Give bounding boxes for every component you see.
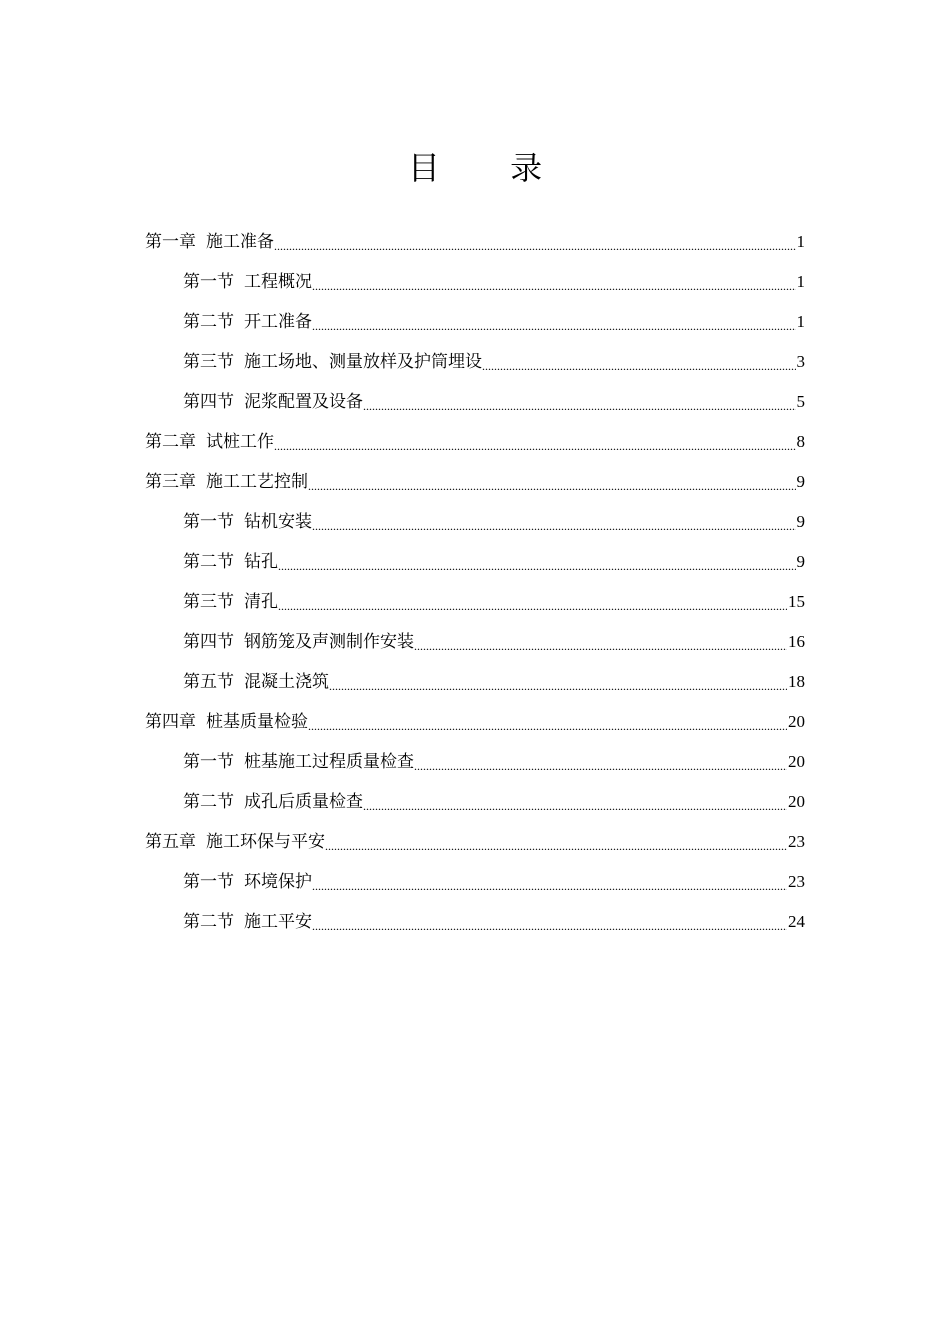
- toc-entry-text: 试桩工作: [206, 432, 274, 452]
- toc-entry[interactable]: [0, 662, 805, 702]
- toc-entry[interactable]: [0, 342, 805, 382]
- toc-entry[interactable]: [0, 302, 805, 342]
- toc-entry-number: 第二节: [183, 552, 234, 572]
- toc-entry[interactable]: [0, 582, 805, 622]
- toc-entry[interactable]: [0, 822, 805, 862]
- toc-leader-dots: [274, 422, 796, 462]
- toc-entry[interactable]: [0, 462, 805, 502]
- toc-entry-number: 第四节: [183, 632, 234, 652]
- toc-entry-number: 第三章: [145, 472, 196, 492]
- toc-entry[interactable]: [0, 902, 805, 942]
- toc-entry[interactable]: [0, 622, 805, 662]
- toc-entry-text: 钻孔: [244, 552, 278, 572]
- toc-entry-text: 混凝土浇筑: [244, 672, 329, 692]
- toc-entry[interactable]: [0, 862, 805, 902]
- toc-leader-dots: [312, 502, 796, 542]
- toc-entry-text: 施工工艺控制: [206, 472, 308, 492]
- toc-entry-page: 1: [796, 272, 805, 291]
- toc-entry-number: 第一节: [183, 752, 234, 772]
- toc-leader-dots: [414, 622, 787, 662]
- toc-leader-dots: [363, 382, 796, 422]
- toc-leader-dots: [312, 302, 796, 342]
- toc-entry-text: 施工环保与平安: [206, 832, 325, 852]
- toc-entry-text: 施工场地、测量放样及护筒埋设: [244, 352, 482, 372]
- toc-entry-number: 第三节: [183, 352, 234, 372]
- toc-entry-page: 24: [788, 912, 805, 931]
- toc-entry-text: 桩基施工过程质量检查: [244, 752, 414, 772]
- toc-entry-page: 16: [788, 632, 805, 651]
- toc-entry-number: 第二章: [145, 432, 196, 452]
- toc-leader-dots: [325, 822, 787, 862]
- toc-leader-dots: [312, 262, 796, 302]
- toc-entry-number: 第二节: [183, 312, 234, 332]
- toc-entry-page: 9: [796, 512, 805, 531]
- toc-entry-number: 第一节: [183, 512, 234, 532]
- toc-entry-number: 第一节: [183, 272, 234, 292]
- toc-entry[interactable]: [0, 782, 805, 822]
- toc-entry-number: 第五章: [145, 832, 196, 852]
- toc-entry-text: 泥浆配置及设备: [244, 392, 363, 412]
- toc-entry-text: 钢筋笼及声测制作安装: [244, 632, 414, 652]
- toc-entry-page: 20: [788, 792, 805, 811]
- toc-leader-dots: [312, 902, 787, 942]
- toc-entry[interactable]: [0, 742, 805, 782]
- toc-entry-page: 20: [788, 712, 805, 731]
- toc-entry-number: 第一章: [145, 232, 196, 252]
- toc-entry-text: 清孔: [244, 592, 278, 612]
- toc-entry-page: 9: [796, 472, 805, 491]
- toc-entry-text: 桩基质量检验: [206, 712, 308, 732]
- toc-leader-dots: [278, 582, 787, 622]
- toc-entry-page: 8: [796, 432, 805, 451]
- toc-entry-number: 第二节: [183, 912, 234, 932]
- toc-entry-number: 第一节: [183, 872, 234, 892]
- toc-entry-number: 第四章: [145, 712, 196, 732]
- toc-entry[interactable]: [0, 542, 805, 582]
- toc-entry[interactable]: [0, 422, 805, 462]
- toc-entry-text: 施工平安: [244, 912, 312, 932]
- toc-list: [0, 222, 950, 942]
- toc-leader-dots: [308, 462, 796, 502]
- toc-entry-number: 第二节: [183, 792, 234, 812]
- toc-leader-dots: [329, 662, 787, 702]
- toc-entry-page: 5: [796, 392, 805, 411]
- toc-leader-dots: [363, 782, 787, 822]
- toc-entry-page: 1: [796, 312, 805, 331]
- toc-entry-text: 施工准备: [206, 232, 274, 252]
- toc-entry[interactable]: [0, 262, 805, 302]
- toc-entry-text: 成孔后质量检查: [244, 792, 363, 812]
- toc-entry-page: 20: [788, 752, 805, 771]
- toc-entry-text: 工程概况: [244, 272, 312, 292]
- toc-entry-text: 钻机安装: [244, 512, 312, 532]
- toc-entry-page: 18: [788, 672, 805, 691]
- toc-entry-page: 3: [796, 352, 805, 371]
- toc-entry-page: 9: [796, 552, 805, 571]
- toc-entry-page: 23: [788, 832, 805, 851]
- toc-entry[interactable]: [0, 222, 805, 262]
- toc-entry-number: 第三节: [183, 592, 234, 612]
- toc-entry-number: 第四节: [183, 392, 234, 412]
- toc-leader-dots: [308, 702, 787, 742]
- toc-entry-page: 23: [788, 872, 805, 891]
- toc-entry-text: 开工准备: [244, 312, 312, 332]
- toc-entry-text: 环境保护: [244, 872, 312, 892]
- toc-entry-page: 1: [796, 232, 805, 251]
- toc-leader-dots: [278, 542, 796, 582]
- toc-leader-dots: [312, 862, 787, 902]
- toc-leader-dots: [414, 742, 787, 782]
- toc-entry[interactable]: [0, 502, 805, 542]
- toc-leader-dots: [274, 222, 796, 262]
- toc-entry-number: 第五节: [183, 672, 234, 692]
- toc-entry-page: 15: [788, 592, 805, 611]
- toc-entry[interactable]: [0, 382, 805, 422]
- toc-leader-dots: [482, 342, 796, 382]
- toc-entry[interactable]: [0, 702, 805, 742]
- toc-title: 目 录: [407, 149, 573, 187]
